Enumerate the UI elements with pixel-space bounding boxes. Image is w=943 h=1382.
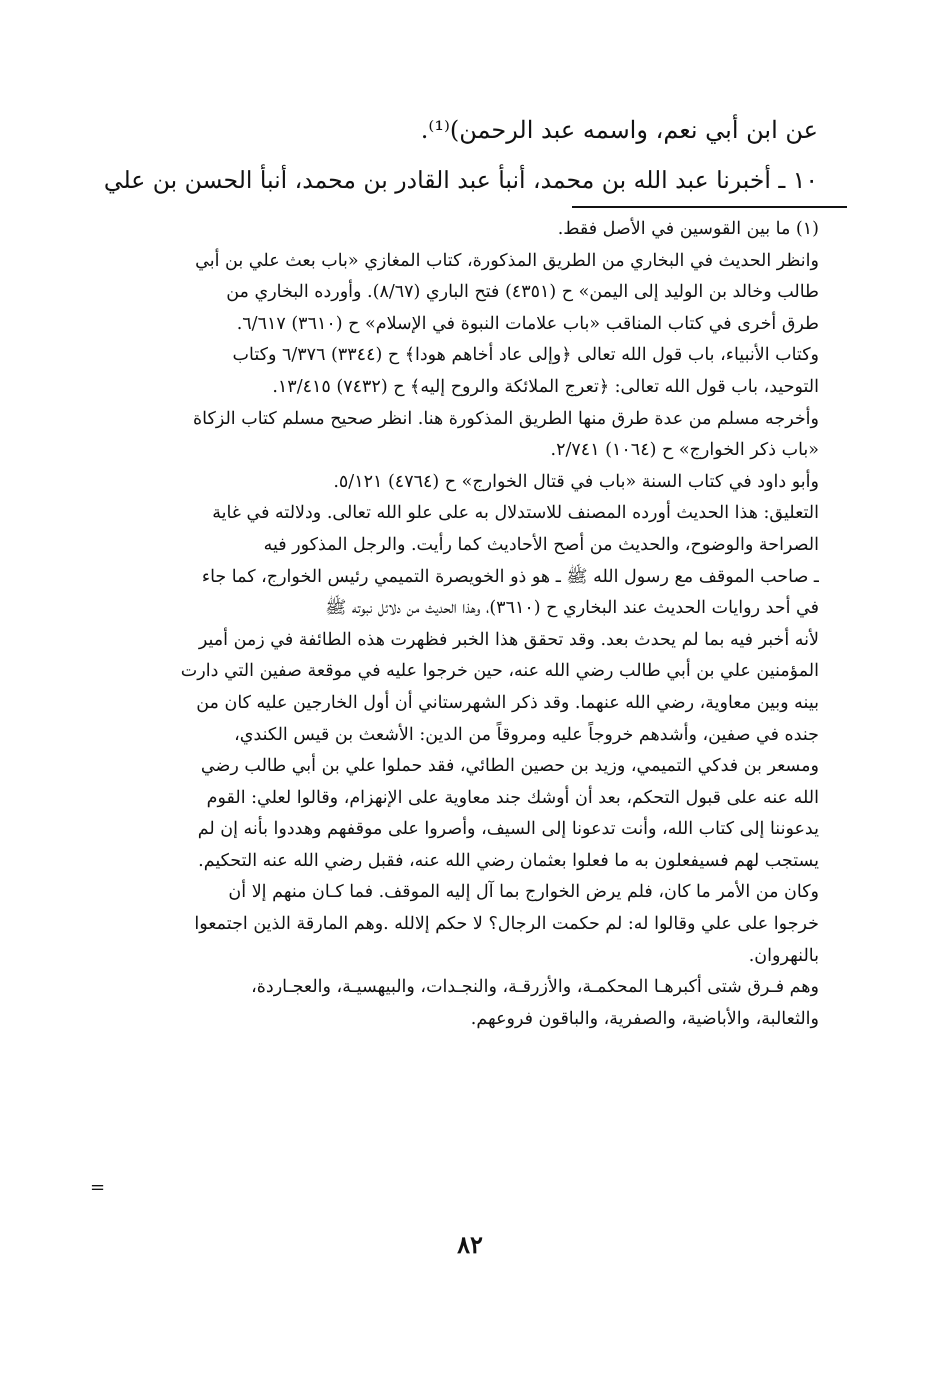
footnote-line: يستجب لهم فسيفعلون به ما فعلوا بعثمان رضي الله عنه، فقبل رضي الله عنه التحكيم. — [198, 850, 819, 871]
continuation-mark: = — [90, 1177, 106, 1198]
footnote-line: وكتاب الأنبياء، باب قول الله تعالى ﴿وإلى عاد أخاهم هودا﴾ ح (٣٣٤٤) ٦/٣٧٦ وكتاب — [232, 345, 819, 366]
footnote-line: الله عنه على قبول التحكم، بعد أن أوشك جند معاوية على الإنهزام، وقالوا لعلي: القوم — [206, 787, 819, 808]
footnote-line: طرق أخرى في كتاب المناقب «باب علامات النبوة في الإسلام» ح (٣٦١٠) ٦/٦١٧. — [236, 313, 819, 334]
footnote-line: خرجوا على علي وقالوا له: لم حكمت الرجال؟ لا حكم إلالله .وهم المارقة الذين اجتمعوا — [194, 914, 819, 935]
footnote-line: الصراحة والوضوح، والحديث من أصح الأحاديث كما رأيت. والرجل المذكور فيه — [263, 534, 819, 555]
footnote-line: طالب وخالد بن الوليد إلى اليمن» ح (٤٣٥١) فتح الباري (٨/٦٧). وأورده البخاري من — [226, 282, 819, 303]
footnote-line: وانظر الحديث في البخاري من الطريق المذكورة، كتاب المغازي «باب بعث علي بن أبي — [195, 250, 819, 271]
footnote-line: ـ صاحب الموقف مع رسول الله ﷺ ـ هو ذو الخويصرة التميمي رئيس الخوارج، كما جاء — [201, 566, 819, 587]
footnote-line: في أحد روايات الحديث عند البخاري ح (٣٦١٠)، وهذا الحديث من دلائل نبوته ﷺ — [325, 598, 819, 619]
footnote-line: وأخرجه مسلم من عدة طرق منها الطريق المذكورة هنا. انظر صحيح مسلم كتاب الزكاة — [192, 408, 819, 429]
footnote-line: والثعالبة، والأباضية، والصفرية، والباقون فروعهم. — [470, 1008, 819, 1029]
footnote-line: لأنه أخبر فيه بما لم يحدث بعد. وقد تحقق هذا الخبر فظهرت هذه الطائفة في زمن أمير — [198, 629, 819, 650]
footnote-line: المؤمنين علي بن أبي طالب رضي الله عنه، حين خرجوا عليه في موقعة صفين التي دارت — [180, 661, 819, 682]
footnote-line: وأبو داود في كتاب السنة «باب في قتال الخوارج» ح (٤٧٦٤) ٥/١٢١. — [333, 471, 819, 492]
footnote-line: وكان من الأمر ما كان، فلم يرض الخوارج بما آل إليه الموقف. فما كـان منهم إلا أن — [228, 882, 819, 903]
main-text-line-2: ١٠ ـ أخبرنا عبد الله بن محمد، أنبأ عبد القادر بن محمد، أنبأ الحسن بن علي — [103, 166, 818, 194]
footnote-line: (١) ما بين القوسين في الأصل فقط. — [557, 219, 819, 239]
footnote-line: جنده في صفين، وأشدهم خروجاً عليه ومروقاً من الدين: الأشعث بن قيس الكندي، — [234, 724, 819, 745]
footnote-line: ومسعر بن فدكي التميمي، وزيد بن حصين الطائي، فقد حملوا علي بن أبي طالب رضي — [200, 756, 819, 777]
footnote-line: بينه وبين معاوية، رضي الله عنهما. وقد ذكر الشهرستاني أن أول الخارجين عليه كان من — [196, 692, 819, 713]
page-number: ٨٢ — [457, 1230, 483, 1259]
footnote-line: بالنهروان. — [748, 945, 819, 966]
footnotes-block — [102, 214, 819, 1035]
footnote-separator — [572, 206, 847, 208]
footnote-line: يدعوننا إلى كتاب الله، وأنت تدعونا إلى السيف، وأصروا على موقفهم وهددوا بأنه إن لم — [197, 819, 819, 840]
footnote-line: التعليق: هذا الحديث أورده المصنف للاستدلال به على علو الله تعالى. ودلالته في غاية — [212, 503, 819, 524]
footnote-line: «باب ذكر الخوارج» ح (١٠٦٤) ٢/٧٤١. — [550, 440, 819, 461]
footnote-line: التوحيد، باب قول الله تعالى: ﴿تعرج الملائكة والروح إليه﴾ ح (٧٤٣٢) ١٣/٤١٥. — [272, 376, 819, 397]
footnote-line: وهم فـرق شتى أكبرهـا المحكمـة، والأزرقـة، والنجـدات، والبيهسيـة، والعجـاردة، — [251, 977, 819, 998]
main-text-line-1: عن ابن أبي نعم، واسمه عبد الرحمن)⁽¹⁾. — [420, 116, 818, 144]
